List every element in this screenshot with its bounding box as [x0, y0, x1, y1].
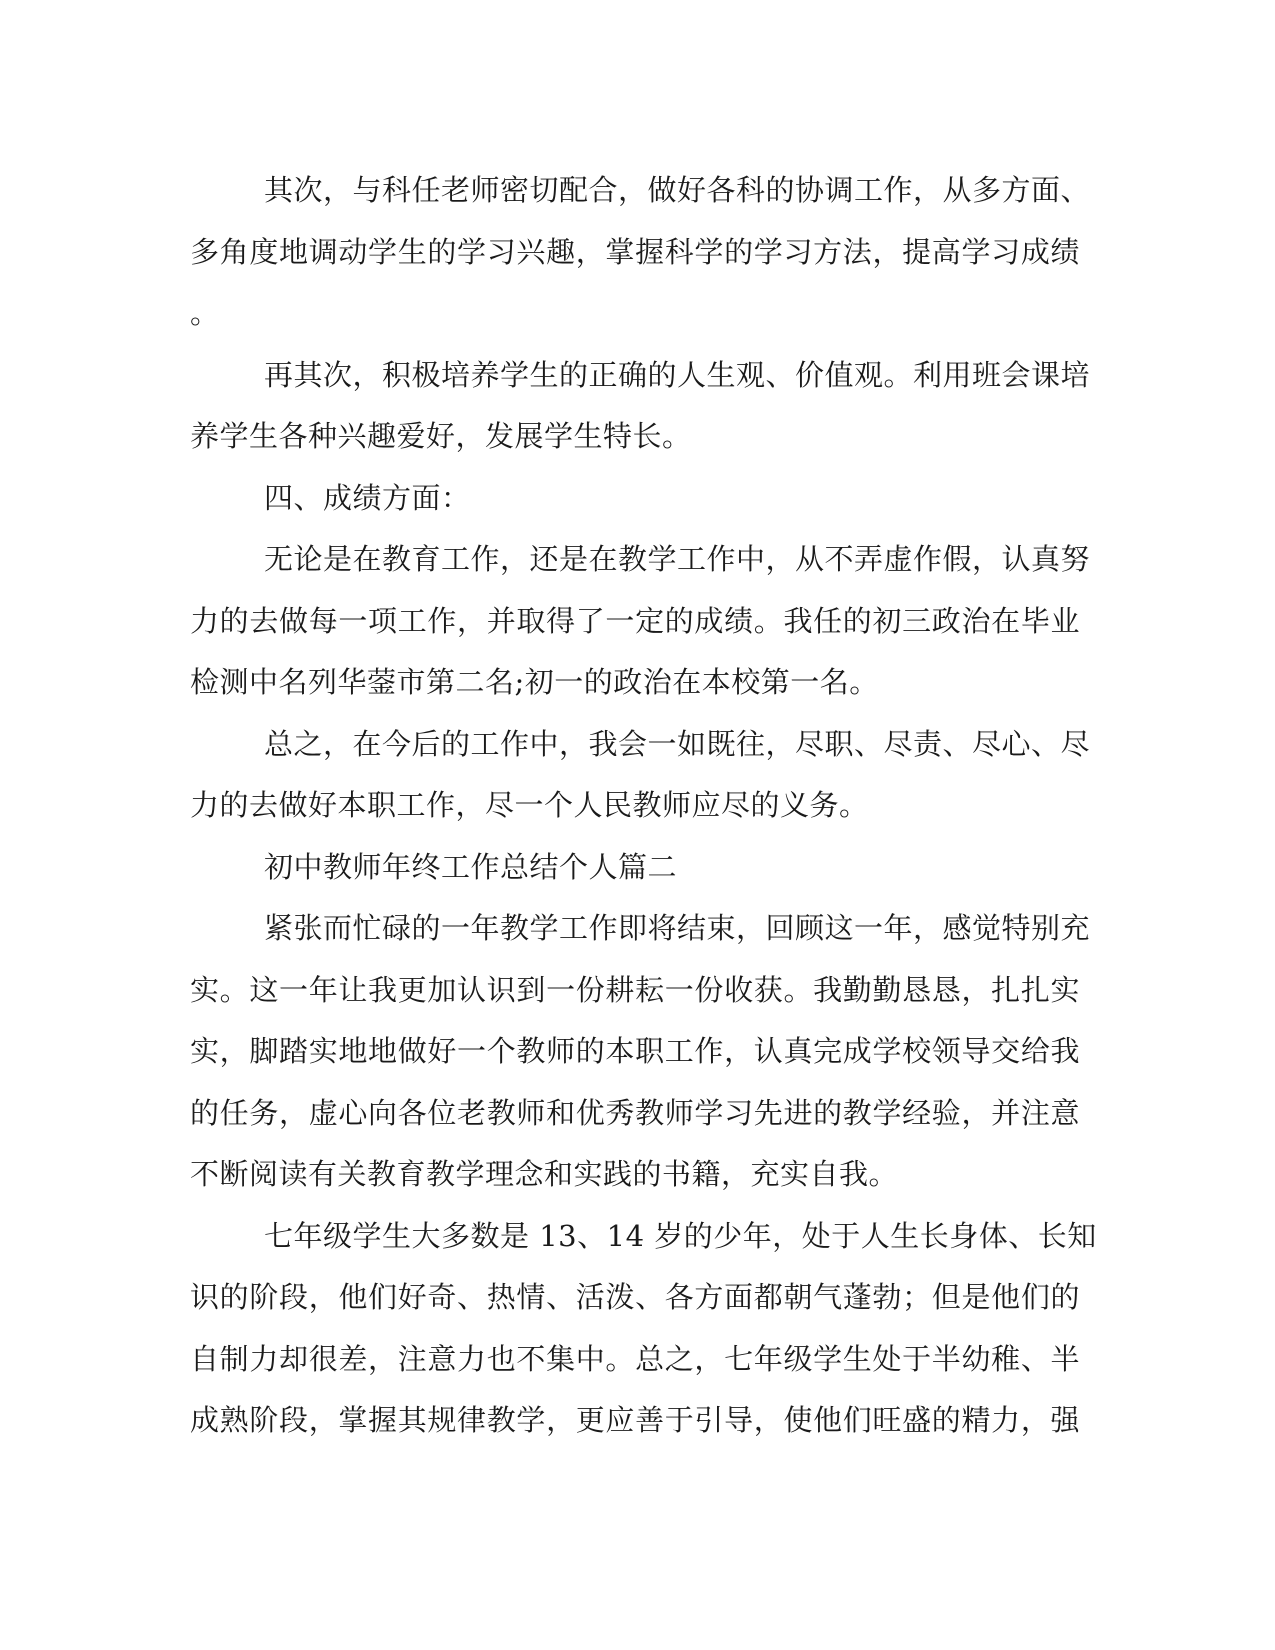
text-line: 养学生各种兴趣爱好，发展学生特长。 — [190, 419, 692, 453]
text-line: 无论是在教育工作，还是在教学工作中，从不弄虚作假，认真努 — [264, 542, 1091, 576]
section-heading — [190, 468, 1080, 530]
paragraph — [190, 898, 1091, 1206]
text-line: 力的去做每一项工作，并取得了一定的成绩。我任的初三政治在毕业 — [190, 603, 1080, 638]
text-line: 成熟阶段，掌握其规律教学，更应善于引导，使他们旺盛的精力，强 — [190, 1403, 1080, 1437]
text-line: 紧张而忙碌的一年教学工作即将结束，回顾这一年，感觉特别充 — [264, 911, 1091, 945]
paragraph — [190, 529, 1091, 714]
text-line: 总之，在今后的工作中，我会一如既往，尽职、尽责、尽心、尽 — [264, 726, 1091, 761]
document-body — [190, 160, 1097, 1452]
text-line: 七年级学生大多数是 13、14 岁的少年，处于人生长身体、长知 — [264, 1218, 1097, 1253]
text-line: 识的阶段，他们好奇、热情、活泼、各方面都朝气蓬勃；但是他们的 — [190, 1280, 1080, 1314]
text-line: 初中教师年终工作总结个人篇二 — [264, 849, 678, 884]
text-line: 实，脚踏实地地做好一个教师的本职工作，认真完成学校领导交给我 — [190, 1034, 1080, 1068]
article-title — [190, 837, 1080, 899]
text-line: 力的去做好本职工作，尽一个人民教师应尽的义务。 — [190, 788, 869, 822]
text-line: 的任务，虚心向各位老教师和优秀教师学习先进的教学经验，并注意 — [190, 1095, 1080, 1130]
text-line: 自制力却很差，注意力也不集中。总之，七年级学生处于半幼稚、半 — [190, 1341, 1080, 1376]
text-line: 多角度地调动学生的学习兴趣，掌握科学的学习方法，提高学习成绩 — [190, 234, 1080, 269]
paragraph — [190, 160, 1091, 345]
text-line: 其次，与科任老师密切配合，做好各科的协调工作，从多方面、 — [264, 173, 1091, 207]
text-line: 检测中名列华蓥市第二名;初一的政治在本校第一名。 — [190, 665, 879, 699]
paragraph — [190, 345, 1091, 468]
text-line: 。 — [190, 296, 220, 330]
text-line: 再其次，积极培养学生的正确的人生观、价值观。利用班会课培 — [264, 357, 1091, 392]
text-line: 实。这一年让我更加认识到一份耕耘一份收获。我勤勤恳恳，扎扎实 — [190, 972, 1080, 1007]
text-line: 不断阅读有关教育教学理念和实践的书籍，充实自我。 — [190, 1157, 899, 1191]
paragraph — [190, 714, 1091, 837]
text-line: 四、成绩方面： — [264, 480, 471, 515]
paragraph — [190, 1206, 1097, 1452]
